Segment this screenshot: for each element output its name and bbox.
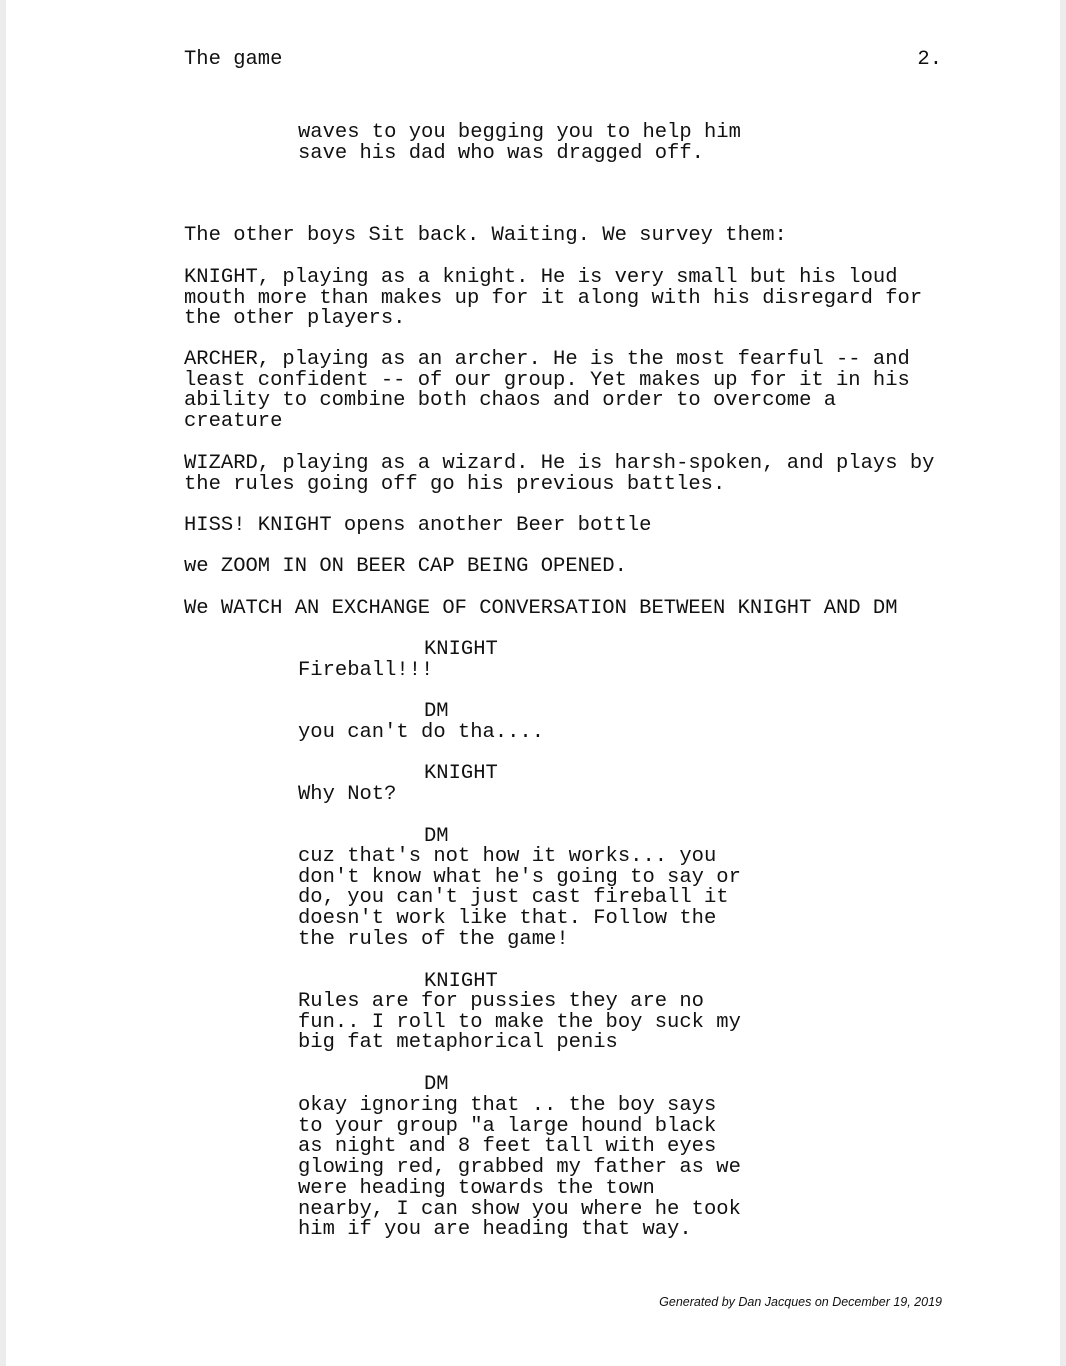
page-number: 2.	[917, 48, 942, 71]
character-name: KNIGHT	[424, 970, 498, 993]
generated-by-footer: Generated by Dan Jacques on December 19, 2019	[659, 1295, 942, 1309]
character-name: KNIGHT	[424, 638, 498, 661]
character-name: DM	[424, 1073, 449, 1096]
action-line: We WATCH AN EXCHANGE OF CONVERSATION BETWEEN KNIGHT AND DM	[184, 597, 898, 620]
action-line: WIZARD, playing as a wizard. He is harsh-spoken, and plays by the rules going off go his previous battles.	[184, 452, 935, 496]
dialogue-line: Why Not?	[298, 783, 397, 806]
dialogue-line: cuz that's not how it works... you don't know what he's going to say or do, you can't just cast fireball it doesn't work like that. Follow the the rules of the game!	[298, 845, 741, 951]
character-name: DM	[424, 825, 449, 848]
script-title: The game	[184, 48, 283, 71]
dialogue-line: Rules are for pussies they are no fun.. I roll to make the boy suck my big fat metaphorical penis	[298, 990, 741, 1055]
action-line: ARCHER, playing as an archer. He is the most fearful -- and least confident -- of our group. Yet makes up for it in his ability to combine both chaos and order to overcome a creature	[184, 348, 910, 434]
dialogue-line: Fireball!!!	[298, 659, 434, 682]
action-line: we ZOOM IN ON BEER CAP BEING OPENED.	[184, 555, 627, 578]
dialogue-line: you can't do tha....	[298, 721, 545, 744]
dialogue-continued: waves to you begging you to help him save his dad who was dragged off.	[298, 121, 741, 165]
script-page	[6, 0, 1060, 1366]
character-name: DM	[424, 700, 449, 723]
action-line: KNIGHT, playing as a knight. He is very small but his loud mouth more than makes up for it along with his disregard for the other players.	[184, 266, 923, 331]
action-line: The other boys Sit back. Waiting. We survey them:	[184, 224, 787, 247]
dialogue-line: okay ignoring that .. the boy says to your group "a large hound black as night and 8 feet tall with eyes glowing red, grabbed my father as we were heading towards the town nearby, I can show you where he took him if you are heading that way.	[298, 1094, 741, 1242]
character-name: KNIGHT	[424, 762, 498, 785]
action-line: HISS! KNIGHT opens another Beer bottle	[184, 514, 652, 537]
